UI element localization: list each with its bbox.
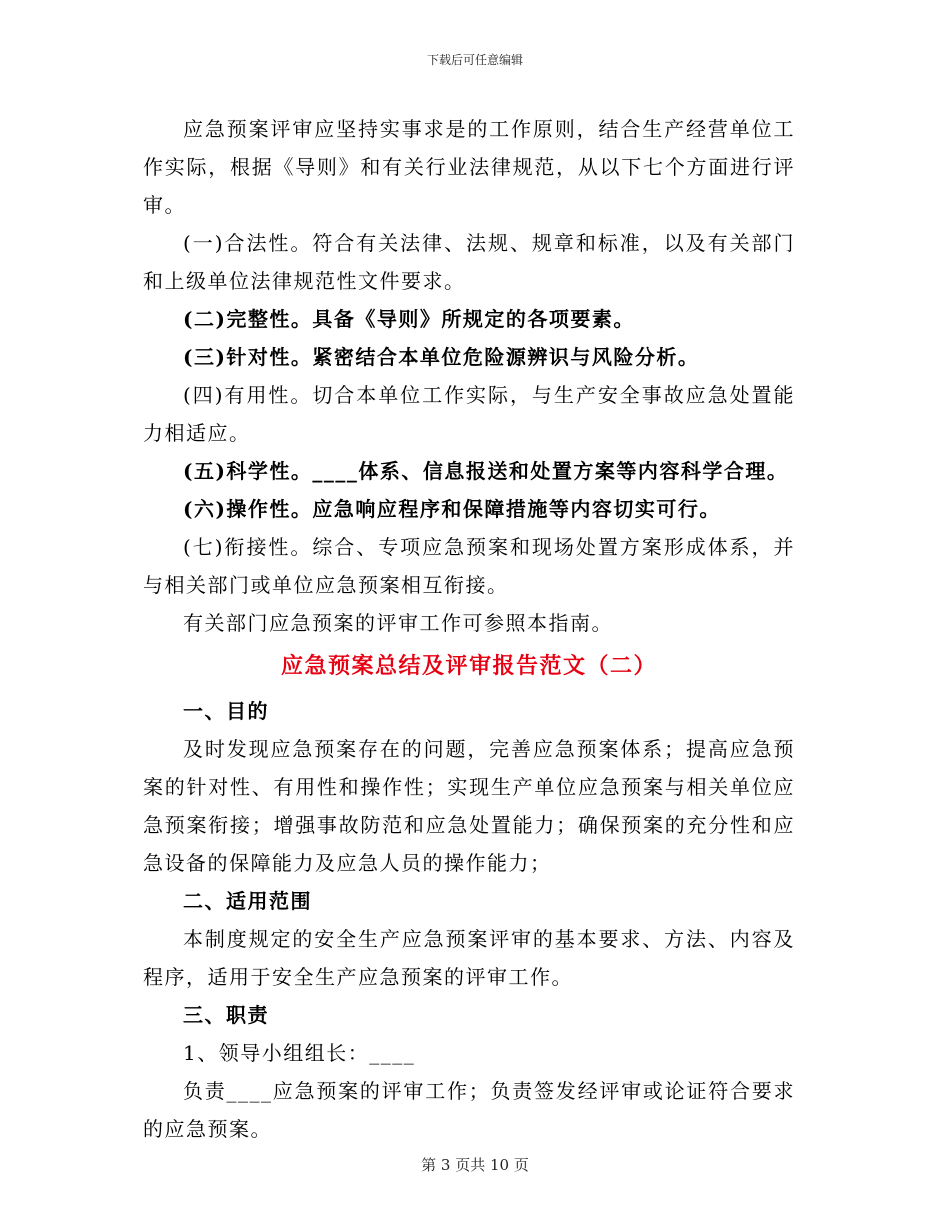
purpose-paragraph: 及时发现应急预案存在的问题，完善应急预案体系；提高应急预案的针对性、有用性和操作性；实现生产单位应急预案与相关单位应急预案衔接；增强事故防范和应急处置能力；确保预案的充分性和应急设备的保障能力及应急人员的操作能力； bbox=[143, 737, 795, 875]
page-header: 下载后可任意编辑 bbox=[426, 53, 523, 67]
page-footer: 第 3 页共 10 页 bbox=[421, 1156, 529, 1174]
intro-paragraph: 应急预案评审应坚持实事求是的工作原则，结合生产经营单位工作实际，根据《导则》和有关行业法律规范，从以下七个方面进行评审。 bbox=[143, 117, 795, 217]
responsibility-paragraph: 负责____应急预案的评审工作；负责签发经评审或论证符合要求的应急预案。 bbox=[143, 1079, 795, 1141]
leader-line: 1、领导小组组长：____ bbox=[183, 1041, 416, 1065]
heading-responsibilities: 三、职责 bbox=[183, 1003, 269, 1027]
criterion-completeness: (二)完整性。具备《导则》所规定的各项要素。 bbox=[183, 307, 635, 331]
criterion-pertinence: (三)针对性。紧密结合本单位危险源辨识与风险分析。 bbox=[183, 345, 700, 369]
scope-paragraph: 本制度规定的安全生产应急预案评审的基本要求、方法、内容及程序，适用于安全生产应急预案的评审工作。 bbox=[143, 927, 795, 989]
heading-scope: 二、适用范围 bbox=[183, 889, 312, 913]
criterion-scientific: (五)科学性。____体系、信息报送和处置方案等内容科学合理。 bbox=[183, 459, 789, 483]
closing-paragraph: 有关部门应急预案的评审工作可参照本指南。 bbox=[183, 611, 613, 635]
criterion-operability: (六)操作性。应急响应程序和保障措施等内容切实可行。 bbox=[183, 497, 721, 521]
criterion-legality: (一)合法性。符合有关法律、法规、规章和标准，以及有关部门和上级单位法律规范性文件要求。 bbox=[143, 231, 795, 293]
criterion-connectivity: (七)衔接性。综合、专项应急预案和现场处置方案形成体系，并与相关部门或单位应急预案相互衔接。 bbox=[143, 535, 795, 597]
document-body bbox=[143, 110, 795, 1148]
criterion-usefulness: (四)有用性。切合本单位工作实际，与生产安全事故应急处置能力相适应。 bbox=[143, 383, 795, 445]
section-title: 应急预案总结及评审报告范文（二） bbox=[280, 653, 657, 679]
heading-purpose: 一、目的 bbox=[183, 699, 269, 723]
